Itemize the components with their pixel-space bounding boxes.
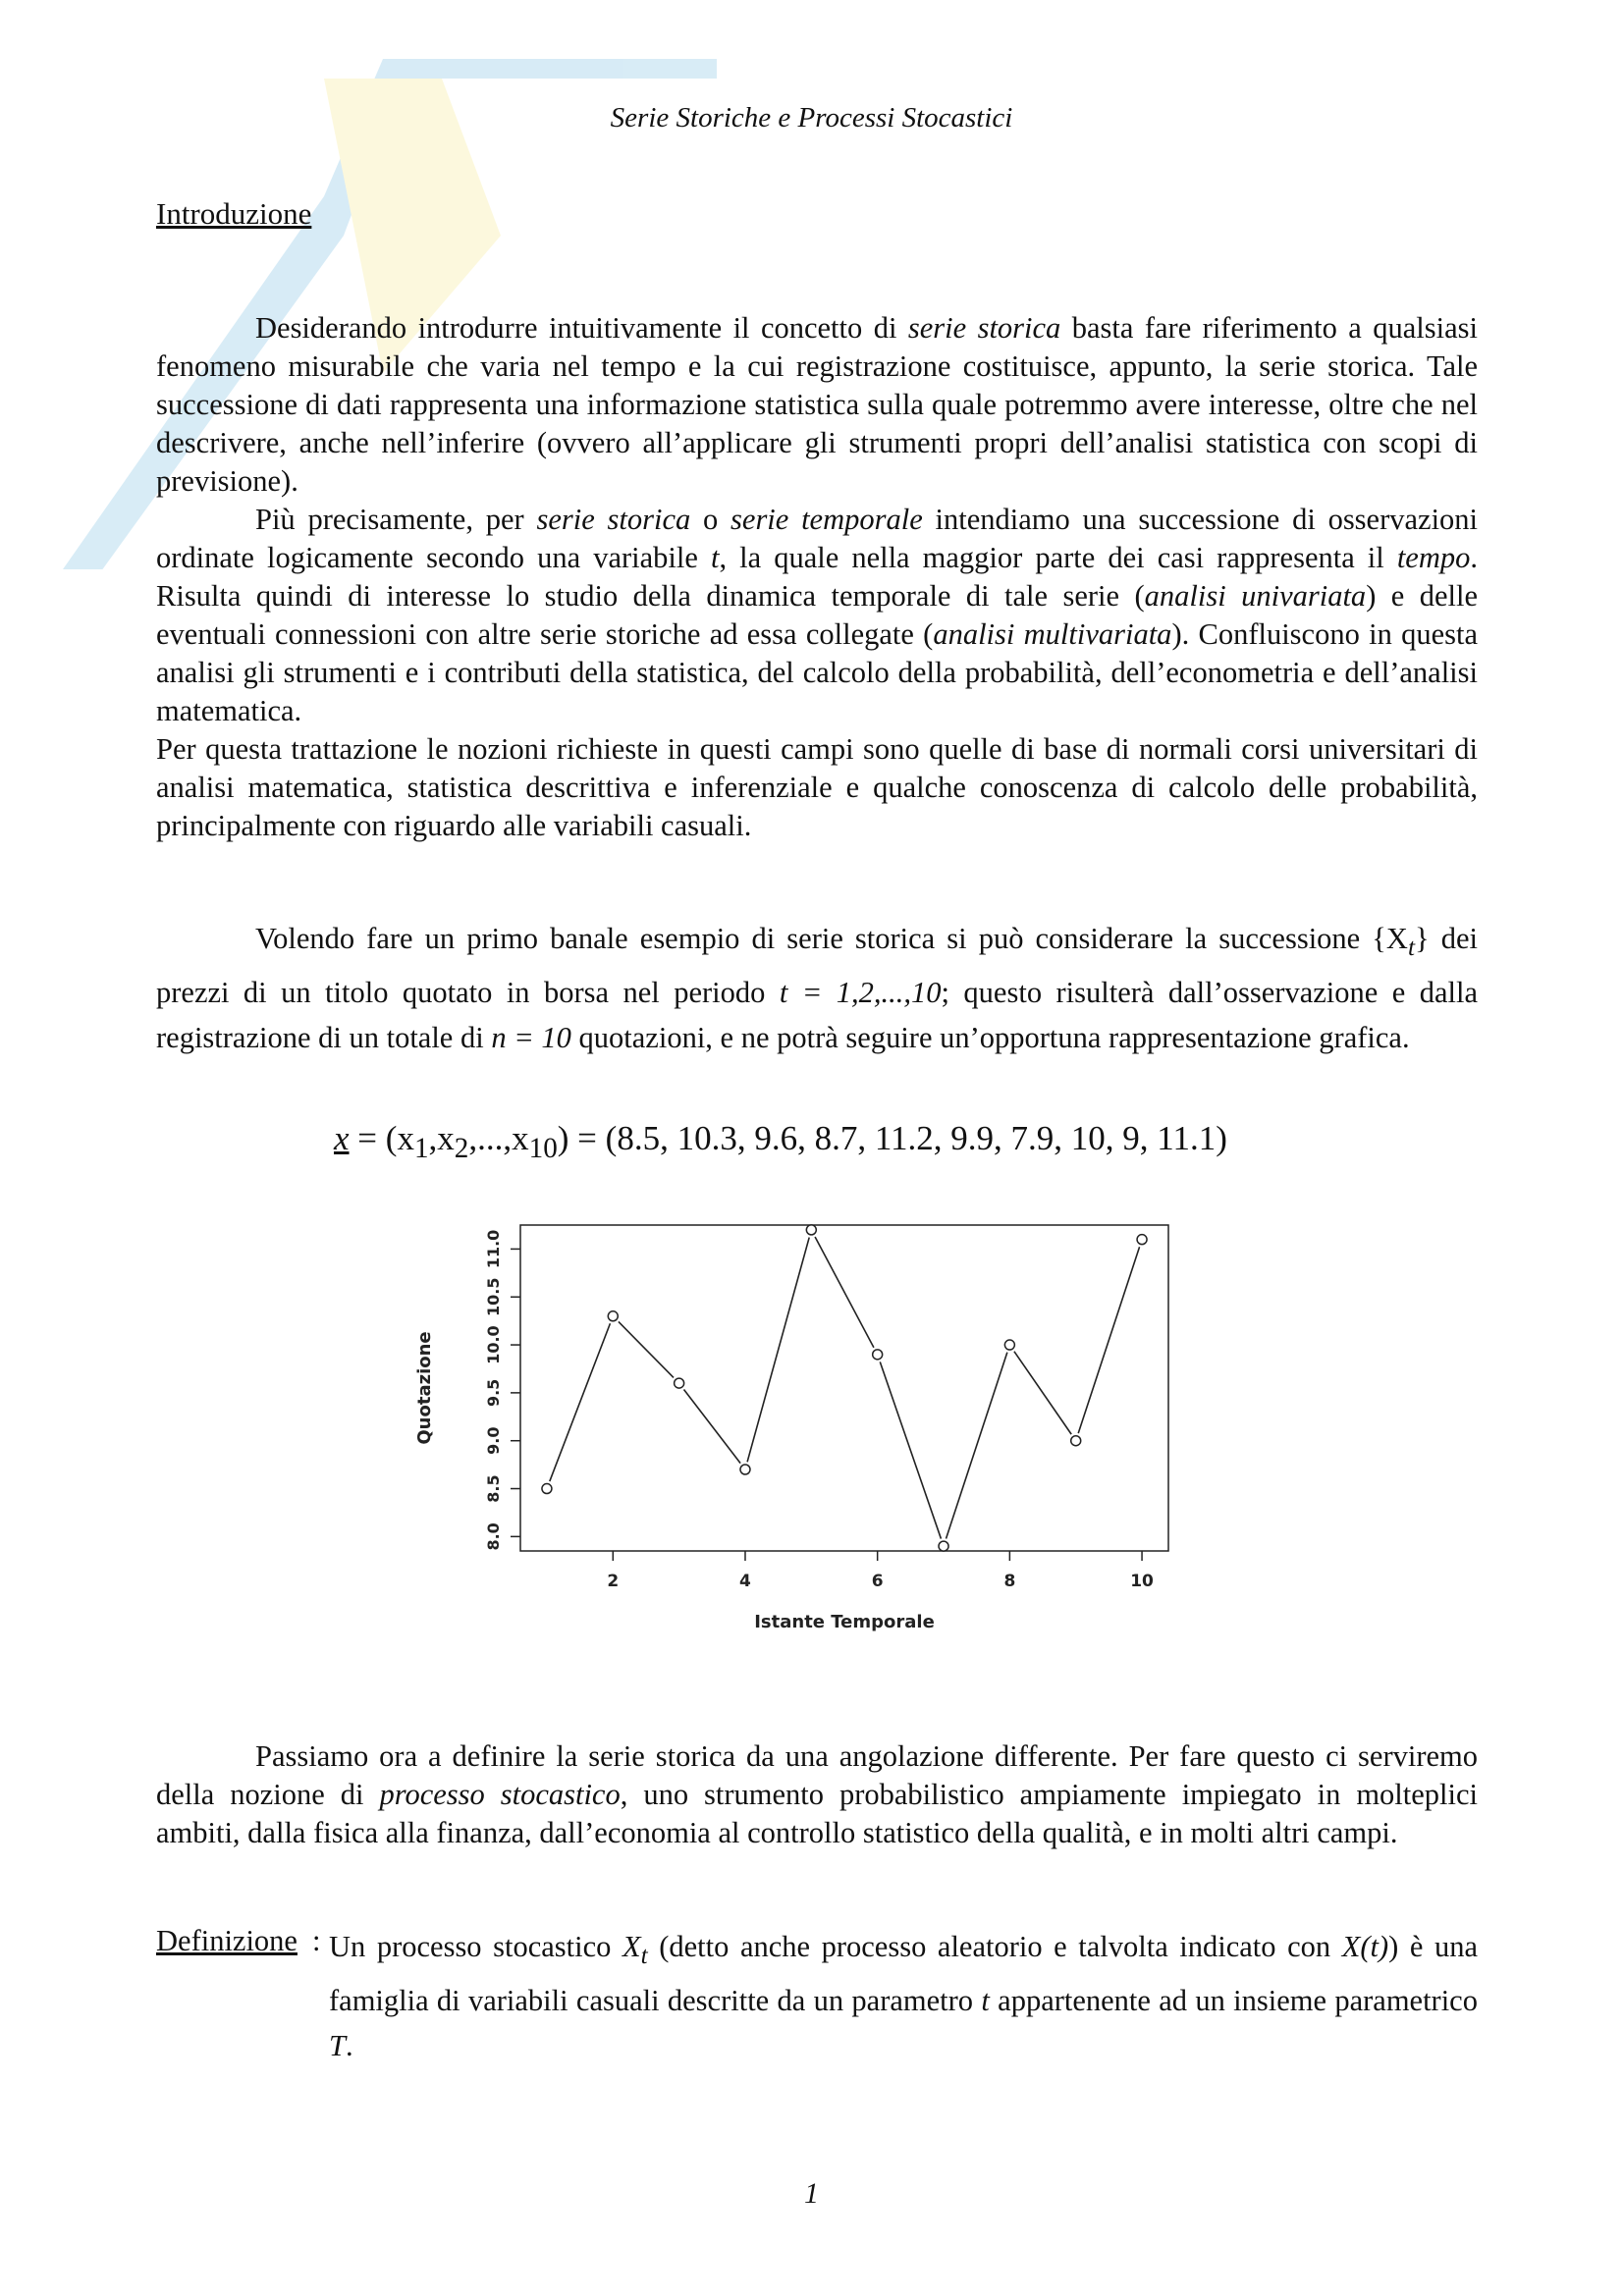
data-point — [740, 1465, 750, 1474]
data-point — [873, 1350, 883, 1360]
data-point — [1071, 1436, 1081, 1446]
intro-text-block — [156, 309, 1478, 845]
definition-body: Un processo stocastico $X_t$ (detto anche processo aleatorio e talvolta indicato con X(t)) è una famiglia di variabili casuali descritte da un parametro t appartenente ad un insieme parametrico T. — [329, 1930, 1478, 2063]
series-formula: $x = (x_1,x_2,...,x_{10}) = (8.5$, 10.3, 9.6, 8.7, 11.2, 9.9, 7.9, 10, 9, 11.1) — [334, 1119, 1227, 1164]
data-point — [542, 1484, 552, 1494]
data-point — [806, 1225, 816, 1235]
y-axis-label: Quotazione — [414, 1331, 435, 1445]
x-tick-label: 8 — [1003, 1572, 1016, 1591]
x-axis-label: Istante Temporale — [754, 1612, 935, 1632]
paragraph-3: Per questa trattazione le nozioni richieste in questi campi sono quelle di base di normali corsi universitari di analisi matematica, statistica descrittiva e inferenziale e qualche conoscenza di calcolo delle probabilità, principalmente con riguardo alle variabili casuali. — [156, 732, 1478, 842]
x-tick-label: 10 — [1130, 1572, 1154, 1591]
series-segment — [815, 1237, 874, 1348]
x-tick-label: 4 — [739, 1572, 751, 1591]
paragraph-5: Passiamo ora a definire la serie storica da una angolazione differente. Per fare questo ci serviremo della nozione di processo stocastico, uno strumento probabilistico ampiamente impiegato in molteplici ambiti, dalla fisica alla finanza, dall’economia al controllo statistico della qualità, e in molti altri campi. — [156, 1739, 1478, 1849]
plot-frame — [520, 1225, 1168, 1551]
series-segment — [683, 1389, 740, 1463]
x-tick-label: 6 — [871, 1572, 884, 1591]
definition-label: Definizione — [156, 1924, 298, 1957]
series-segment — [550, 1323, 611, 1481]
paragraph-4: Volendo fare un primo banale esempio di serie storica si può considerare la successione $\{X_t\}$ dei prezzi di un titolo quotato in borsa nel periodo t = 1,2,...,10; questo risulterà dall’osservazione e dalla registrazione di un totale di n = 10 quotazioni, e ne potrà seguire un’opportuna rappresentazione grafica. — [156, 922, 1478, 1055]
series-segment — [880, 1362, 941, 1538]
paragraph-1: Desiderando introdurre intuitivamente il concetto di serie storica basta fare riferimento a qualsiasi fenomeno misurabile che varia nel tempo e la cui registrazione costituisce, appunto, la serie storica. Tale successione di dati rappresenta una informazione statistica sulla quale potremmo avere interesse, oltre che nel descrivere, anche nell’inferire (ovvero all’applicare gli strumenti propri dell’analisi statistica con scopi di previsione). — [156, 311, 1478, 498]
series-segment — [947, 1353, 1007, 1539]
y-tick-label: 11.0 — [484, 1229, 503, 1269]
page-number: 1 — [804, 2177, 819, 2210]
series-segment — [1078, 1247, 1139, 1433]
paragraph-2: Più precisamente, per serie storica o serie temporale intendiamo una successione di osservazioni ordinate logicamente secondo una variabile t, la quale nella maggior parte dei casi rappresenta il tempo. Risulta quindi di interesse lo studio della dinamica temporale di tale serie (analisi univariata) e delle eventuali connessioni con altre serie storiche ad essa collegate (analisi multivariata). Confluiscono in questa analisi gli strumenti e i contributi della statistica, del calcolo della probabilità, dell’econometria e dell’analisi matematica. — [156, 503, 1479, 727]
process-text-block — [156, 1737, 1478, 1852]
y-tick-label: 10.5 — [484, 1277, 503, 1316]
y-tick-label: 8.0 — [484, 1522, 503, 1551]
y-tick-label: 9.5 — [484, 1378, 503, 1408]
price-line-chart — [368, 1181, 1242, 1652]
example-text-block — [156, 916, 1478, 1060]
y-tick-label: 9.0 — [484, 1426, 503, 1455]
series-segment — [619, 1321, 674, 1377]
data-point — [939, 1541, 948, 1551]
data-point — [1004, 1340, 1014, 1350]
y-tick-label: 10.0 — [484, 1325, 503, 1364]
y-tick-label: 8.5 — [484, 1474, 503, 1503]
data-point — [608, 1311, 618, 1321]
definition-colon: : — [312, 1924, 321, 1957]
data-point — [675, 1378, 684, 1388]
page-header: Serie Storiche e Processi Stocastici — [610, 102, 1013, 133]
data-point — [1137, 1235, 1147, 1245]
section-title: Introduzione — [156, 196, 312, 231]
series-segment — [1014, 1352, 1071, 1434]
x-tick-label: 2 — [607, 1572, 620, 1591]
series-segment — [747, 1238, 809, 1463]
